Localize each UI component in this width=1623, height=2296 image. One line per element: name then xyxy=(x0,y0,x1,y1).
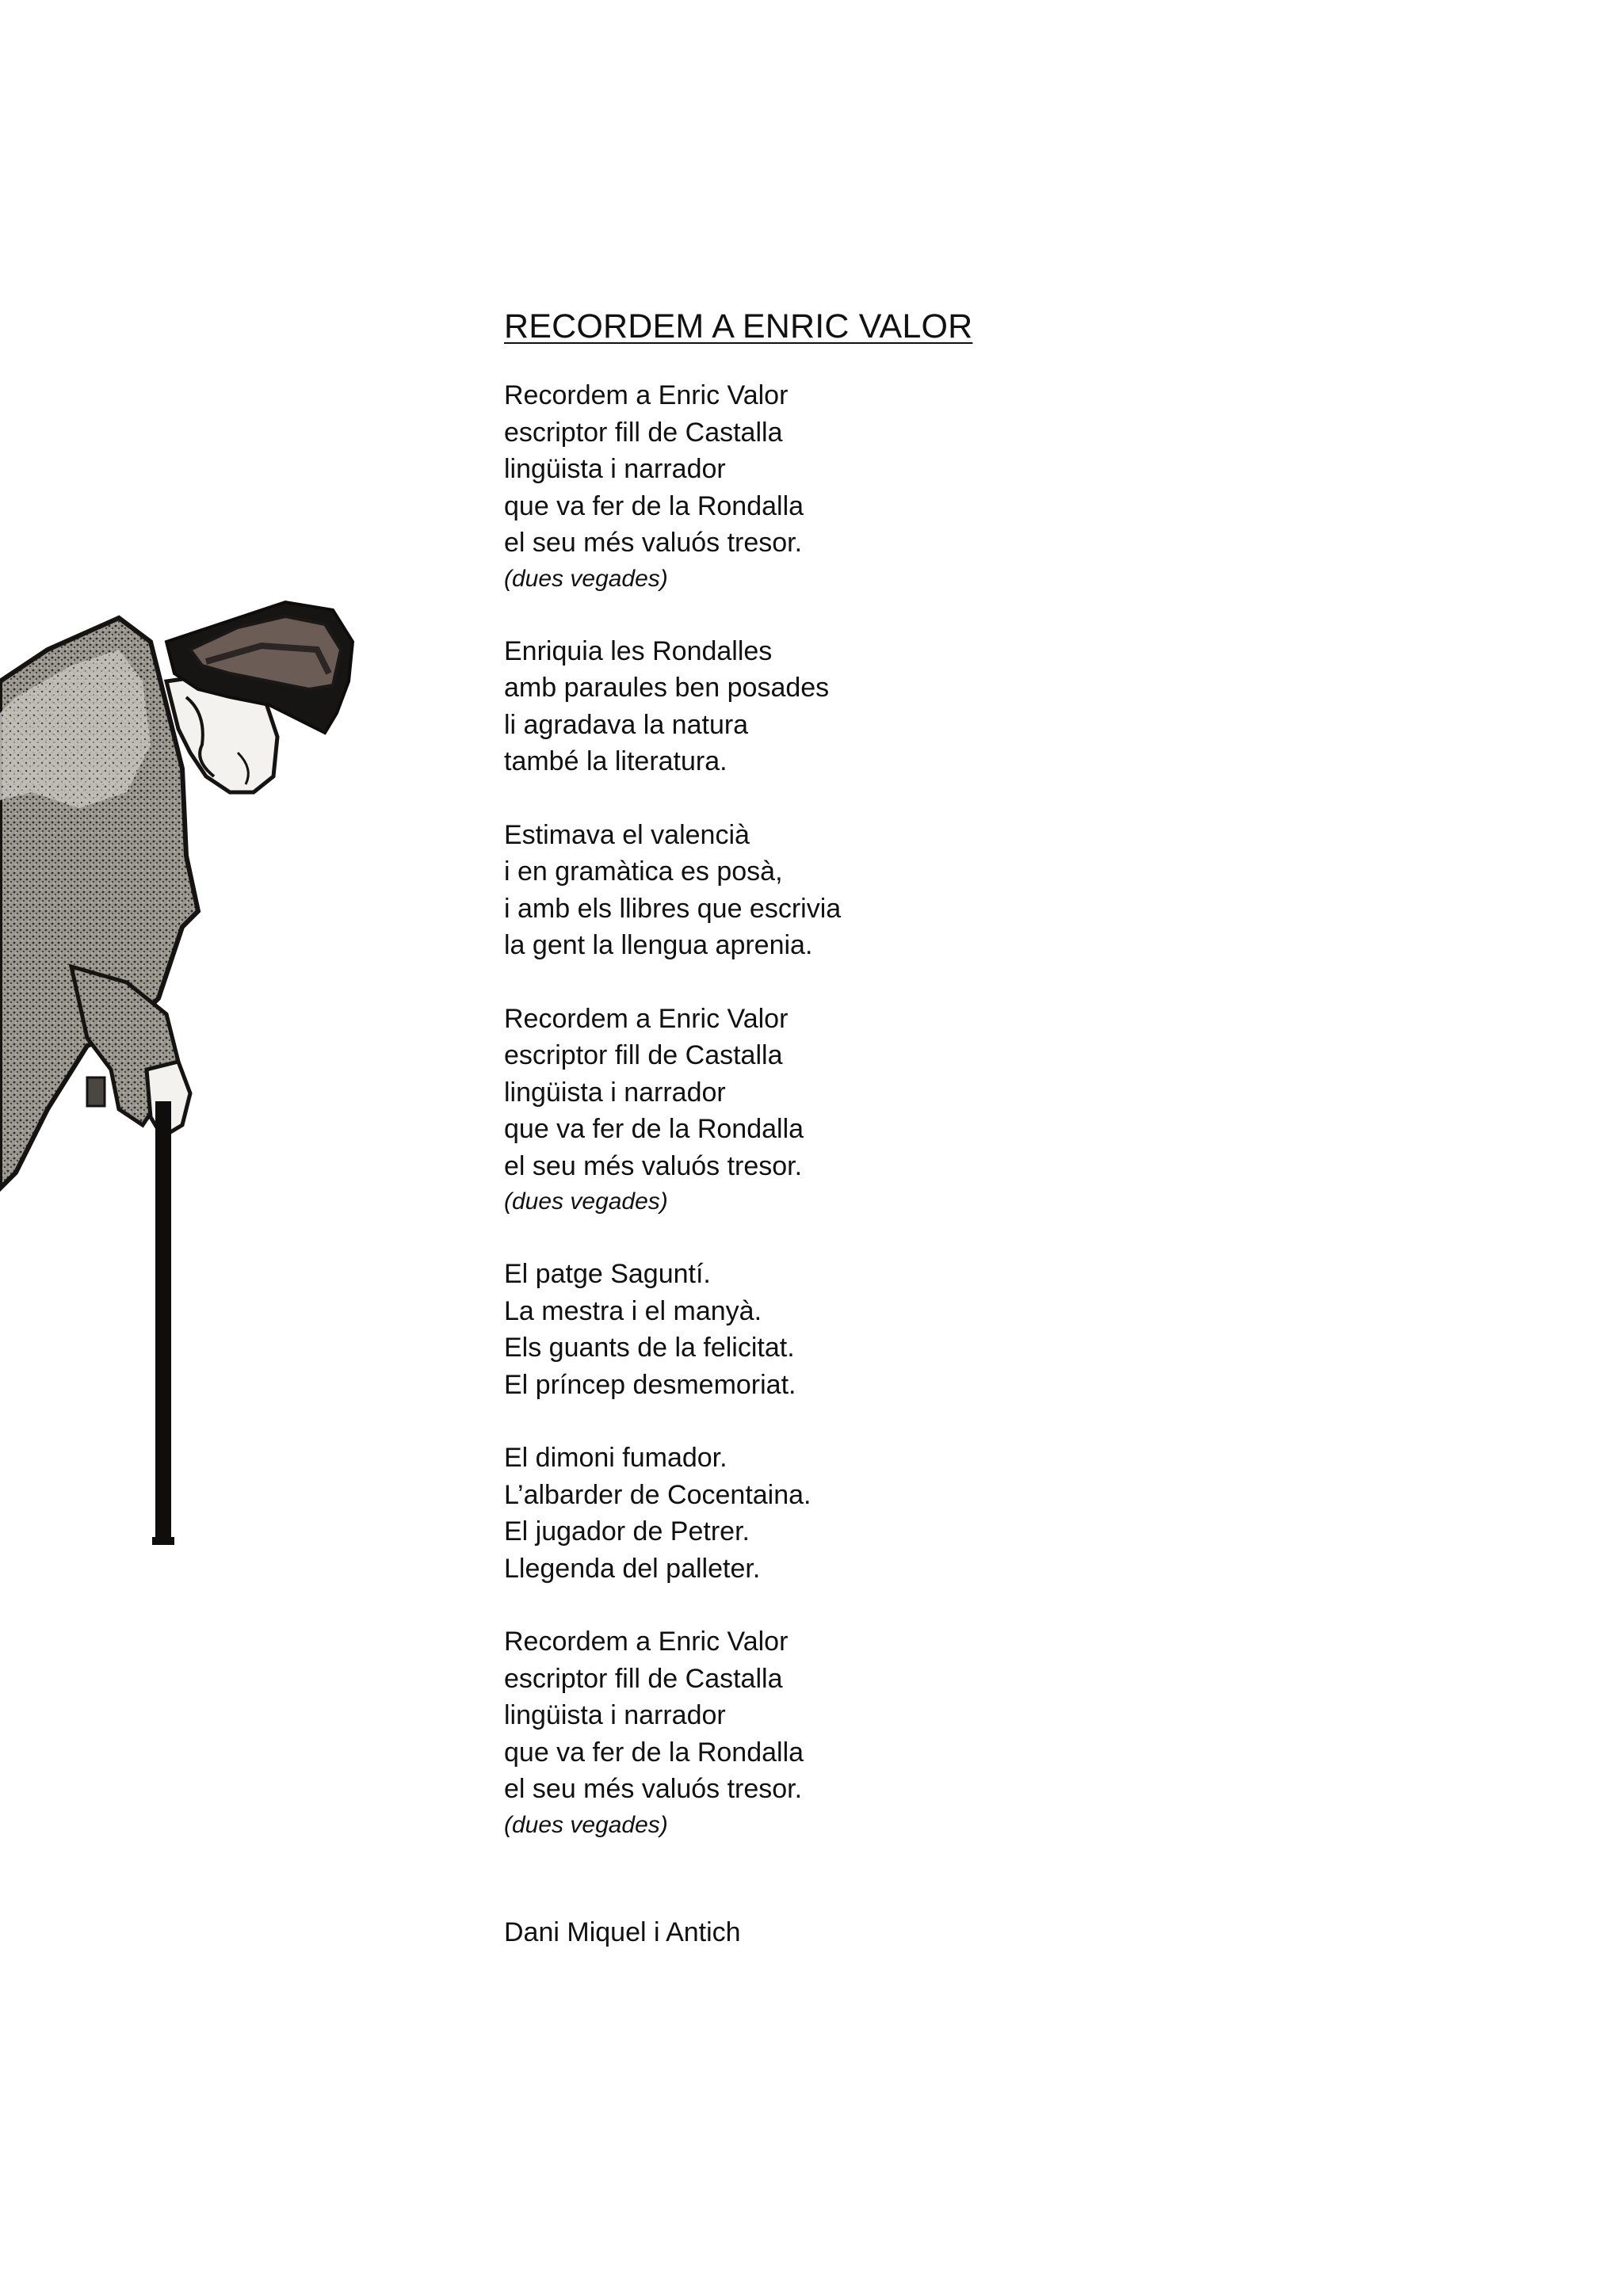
poem-line: que va fer de la Rondalla xyxy=(504,1737,804,1768)
stanza xyxy=(504,1256,1376,1403)
poem xyxy=(504,303,1376,1951)
stanza xyxy=(504,377,1376,597)
stanza xyxy=(504,1001,1376,1220)
stanza xyxy=(504,1440,1376,1587)
poem-line: Recordem a Enric Valor xyxy=(504,1003,789,1034)
poem-line: Els guants de la felicitat. xyxy=(504,1333,795,1363)
poem-line: que va fer de la Rondalla xyxy=(504,1114,804,1144)
poem-title: RECORDEM A ENRIC VALOR xyxy=(504,307,973,345)
poem-line: La mestra i el manyà. xyxy=(504,1295,762,1326)
poem-line: L’albarder de Cocentaina. xyxy=(504,1479,812,1510)
poem-line: li agradava la natura xyxy=(504,709,749,740)
poem-line: El príncep desmemoriat. xyxy=(504,1369,796,1400)
poem-line: el seu més valuós tresor. xyxy=(504,1774,803,1804)
stanza xyxy=(504,817,1376,964)
poem-line: lingüista i narrador xyxy=(504,1077,726,1108)
poem-line: lingüista i narrador xyxy=(504,1700,726,1730)
poem-line: escriptor fill de Castalla xyxy=(504,417,783,448)
poem-line: Enriquia les Rondalles xyxy=(504,635,773,666)
poem-line: també la literatura. xyxy=(504,746,727,776)
man-with-hat-and-cane-illustration xyxy=(0,555,365,1553)
poem-line: el seu més valuós tresor. xyxy=(504,1150,803,1181)
poem-line: que va fer de la Rondalla xyxy=(504,490,804,521)
poem-line: amb paraules ben posades xyxy=(504,673,830,703)
poem-line: la gent la llengua aprenia. xyxy=(504,930,813,960)
poem-line: El dimoni fumador. xyxy=(504,1443,727,1473)
stanza xyxy=(504,633,1376,780)
poem-line: el seu més valuós tresor. xyxy=(504,528,803,558)
repeat-note: (dues vegades) xyxy=(504,565,668,592)
poem-author: Dani Miquel i Antich xyxy=(504,1917,741,1947)
poem-line: El patge Saguntí. xyxy=(504,1259,711,1289)
poem-line: Estimava el valencià xyxy=(504,819,750,850)
poem-line: escriptor fill de Castalla xyxy=(504,1040,783,1070)
repeat-note: (dues vegades) xyxy=(504,1188,668,1215)
poem-line: lingüista i narrador xyxy=(504,454,726,484)
poem-line: Llegenda del palleter. xyxy=(504,1553,761,1584)
poem-line: i amb els llibres que escrivia xyxy=(504,893,842,924)
poem-line: El jugador de Petrer. xyxy=(504,1516,750,1547)
poem-line: escriptor fill de Castalla xyxy=(504,1663,783,1694)
stanza xyxy=(504,1623,1376,1843)
poem-line: Recordem a Enric Valor xyxy=(504,1627,789,1657)
poem-line: i en gramàtica es posà, xyxy=(504,856,783,887)
repeat-note: (dues vegades) xyxy=(504,1811,668,1838)
poem-line: Recordem a Enric Valor xyxy=(504,380,789,410)
